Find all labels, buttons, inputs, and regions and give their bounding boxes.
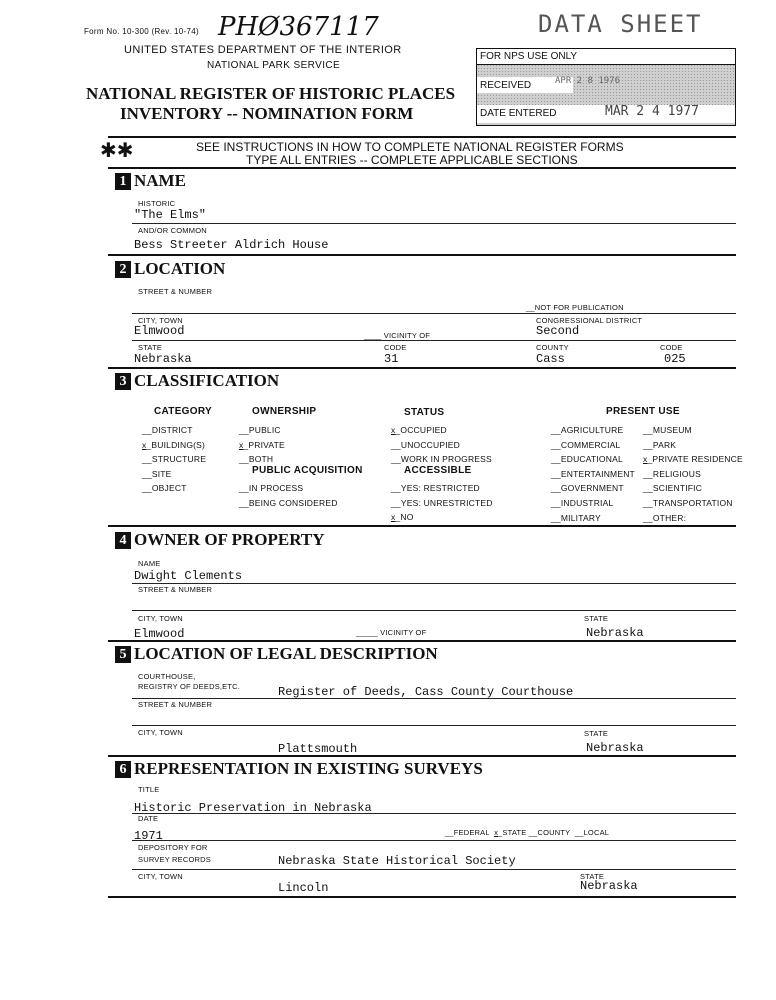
section-owner-heading [115,530,325,550]
street-label: STREET & NUMBER [138,287,213,296]
historic-name: "The Elms" [134,208,207,222]
checkbox-in-process[interactable]: __IN PROCESS [239,483,304,493]
survey-date-label: DATE [138,814,159,823]
checkbox-museum[interactable]: __MUSEUM [643,425,692,435]
date-entered-value: MAR 2 4 1977 [605,104,699,119]
survey-level-options [445,828,609,837]
code-value: 31 [384,352,399,366]
survey-title-label: TITLE [138,785,160,794]
owner-street-label: STREET & NUMBER [138,585,213,594]
divider [108,755,736,757]
form-title-2: INVENTORY -- NOMINATION FORM [120,104,414,123]
section-title: NAME [134,171,186,190]
owner-name-value: Dwight Clements [134,569,243,583]
field-line [132,840,736,841]
field-line [132,223,736,224]
checkbox-being-considered[interactable]: __BEING CONSIDERED [239,497,338,508]
not-for-publication-label: NOT FOR PUBLICATION [534,303,624,312]
divider [108,254,736,256]
status-list [391,423,492,467]
present-use-heading: PRESENT USE [606,406,680,417]
survey-title-value: Historic Preservation in Nebraska [134,801,372,815]
depository-label-2: SURVEY RECORDS [138,855,211,864]
depository-value: Nebraska State Historical Society [278,854,516,868]
county-code-value: 025 [664,352,686,366]
handwritten-mark: ✱✱ [100,138,134,162]
field-line [132,313,736,314]
checkbox-structure[interactable]: __STRUCTURE [142,454,207,465]
checkbox-local[interactable]: __LOCAL [572,828,610,837]
survey-city-value: Lincoln [278,881,329,895]
congressional-value: Second [536,324,580,338]
county-code-label: CODE [660,343,683,352]
city-label: CITY, TOWN [138,316,183,325]
checkbox-industrial[interactable]: __INDUSTRIAL [551,497,614,508]
checkbox-commercial[interactable]: __COMMERCIAL [551,439,621,450]
legal-city-value: Plattsmouth [278,742,358,756]
field-line [132,813,736,814]
common-label: AND/OR COMMON [138,226,207,235]
section-number: 2 [115,261,131,278]
instructions-1: SEE INSTRUCTIONS IN HOW TO COMPLETE NATIONAL REGISTER FORMS [196,140,624,154]
county-label: COUNTY [536,343,569,352]
section-classification-heading [115,371,279,391]
checkbox-yes-unrestricted[interactable]: __YES: UNRESTRICTED [391,497,493,508]
field-line [132,698,736,699]
form-title-1: NATIONAL REGISTER OF HISTORIC PLACES [86,84,456,103]
divider [108,896,736,898]
checkbox-unoccupied[interactable]: __UNOCCUPIED [391,439,461,450]
vicinity-label: VICINITY OF [380,628,427,637]
checkbox-public[interactable]: __PUBLIC [239,425,281,435]
checkbox-entertainment[interactable]: __ENTERTAINMENT [551,468,635,479]
field-line [132,869,736,870]
field-line [132,725,736,726]
legal-state-value: Nebraska [586,741,644,755]
courthouse-label-2: REGISTRY OF DEEDS,ETC. [138,682,241,691]
state-value: Nebraska [134,352,192,366]
survey-city-label: CITY, TOWN [138,872,183,881]
checkbox-yes-restricted[interactable]: __YES: RESTRICTED [391,483,480,493]
checkbox-educational[interactable]: __EDUCATIONAL [551,454,623,465]
category-list [142,423,206,496]
not-for-publication: __NOT FOR PUBLICATION [526,303,624,312]
section-number: 5 [115,646,131,663]
divider [108,167,736,169]
checkbox-agriculture[interactable]: __AGRICULTURE [551,425,624,435]
checkbox-state[interactable]: x_STATE [494,828,527,837]
status-heading: STATUS [404,407,445,418]
owner-state-label: STATE [584,614,609,623]
date-entered-label: DATE ENTERED [480,108,557,119]
section-location-heading [115,259,225,279]
acquisition-heading: PUBLIC ACQUISITION [252,465,363,476]
section-title: CLASSIFICATION [134,371,280,390]
checkbox-federal[interactable]: __FEDERAL [445,828,490,837]
courthouse-value: Register of Deeds, Cass County Courthouse [278,685,574,699]
checkbox-no[interactable]: x_NO [391,512,414,523]
nps-box-label: FOR NPS USE ONLY [480,51,578,62]
section-number: 1 [115,173,131,190]
checkbox-buildings[interactable]: x_BUILDING(S) [142,439,206,450]
checkbox-site[interactable]: __SITE [142,468,172,479]
owner-state-value: Nebraska [586,626,644,640]
section-number: 3 [115,373,131,390]
owner-vicinity: _____ VICINITY OF [356,628,427,637]
checkbox-county[interactable]: __COUNTY [528,828,571,837]
data-sheet-stamp: DATA SHEET [538,10,703,38]
section-legal-heading [115,644,438,664]
field-line [132,340,736,341]
checkbox-government[interactable]: __GOVERNMENT [551,483,624,494]
checkbox-military[interactable]: __MILITARY [551,512,601,523]
owner-city-label: CITY, TOWN [138,614,183,623]
survey-state-value: Nebraska [580,879,638,893]
section-name-heading [115,171,186,191]
congressional-label: CONGRESSIONAL DISTRICT [536,316,643,325]
owner-city-value: Elmwood [134,627,185,641]
section-title: OWNER OF PROPERTY [134,530,325,549]
checkbox-religious[interactable]: __RELIGIOUS [643,468,701,479]
checkbox-scientific[interactable]: __SCIENTIFIC [643,483,703,494]
common-name: Bess Streeter Aldrich House [134,238,329,252]
checkbox-occupied[interactable]: x_OCCUPIED [391,425,447,435]
accessible-heading: ACCESSIBLE [404,465,472,476]
divider [108,367,736,369]
ownership-list [239,423,285,467]
divider [108,640,736,642]
category-heading: CATEGORY [154,406,212,417]
checkbox-both[interactable]: __BOTH [239,454,274,465]
section-title: LOCATION OF LEGAL DESCRIPTION [134,644,438,663]
received-date: APR 2 8 1976 [555,76,621,86]
field-line [132,583,736,584]
survey-state-label: STATE [580,872,605,881]
checkbox-other[interactable]: __OTHER: [643,512,687,523]
city-value: Elmwood [134,324,185,338]
vicinity-label: VICINITY OF [383,331,431,340]
section-title: LOCATION [134,259,226,278]
checkbox-private[interactable]: x_PRIVATE [239,439,285,450]
historic-label: HISTORIC [138,199,176,208]
checkbox-transportation[interactable]: __TRANSPORTATION [643,497,733,508]
legal-street-label: STREET & NUMBER [138,700,213,709]
service-line: NATIONAL PARK SERVICE [207,60,341,71]
ownership-heading: OWNERSHIP [252,406,317,417]
code-label: CODE [384,343,407,352]
county-value: Cass [536,352,565,366]
survey-date-value: 1971 [134,829,163,843]
section-number: 4 [115,532,131,549]
checkbox-work-in-progress[interactable]: __WORK IN PROGRESS [391,454,492,465]
instructions-2: TYPE ALL ENTRIES -- COMPLETE APPLICABLE SECTIONS [246,153,578,167]
vicinity-of: ____ VICINITY OF [364,331,431,340]
form-number: Form No. 10-300 (Rev. 10-74) [84,27,199,36]
present-use-left-list [551,423,635,525]
legal-city-label: CITY, TOWN [138,728,183,737]
acquisition-list [239,481,338,510]
section-number: 6 [115,761,131,778]
present-use-right-list [643,423,743,525]
nps-use-box [476,48,736,126]
section-surveys-heading [115,759,483,779]
department-line: UNITED STATES DEPARTMENT OF THE INTERIOR [124,44,402,56]
divider [108,136,736,138]
depository-label-1: DEPOSITORY FOR [138,843,208,852]
divider [108,525,736,527]
checkbox-park[interactable]: __PARK [643,439,677,450]
accessible-list [391,481,493,525]
checkbox-private-residence[interactable]: x_PRIVATE RESIDENCE [643,454,743,465]
state-label: STATE [138,343,163,352]
legal-state-label: STATE [584,729,609,738]
courthouse-label-1: COURTHOUSE, [138,672,196,681]
section-title: REPRESENTATION IN EXISTING SURVEYS [134,759,483,778]
owner-name-label: NAME [138,559,161,568]
received-label: RECEIVED [480,80,532,91]
checkbox-district[interactable]: __DISTRICT [142,425,193,435]
handwritten-id: PHØ367117 [218,12,379,42]
field-line [132,610,736,611]
checkbox-object[interactable]: __OBJECT [142,483,187,494]
